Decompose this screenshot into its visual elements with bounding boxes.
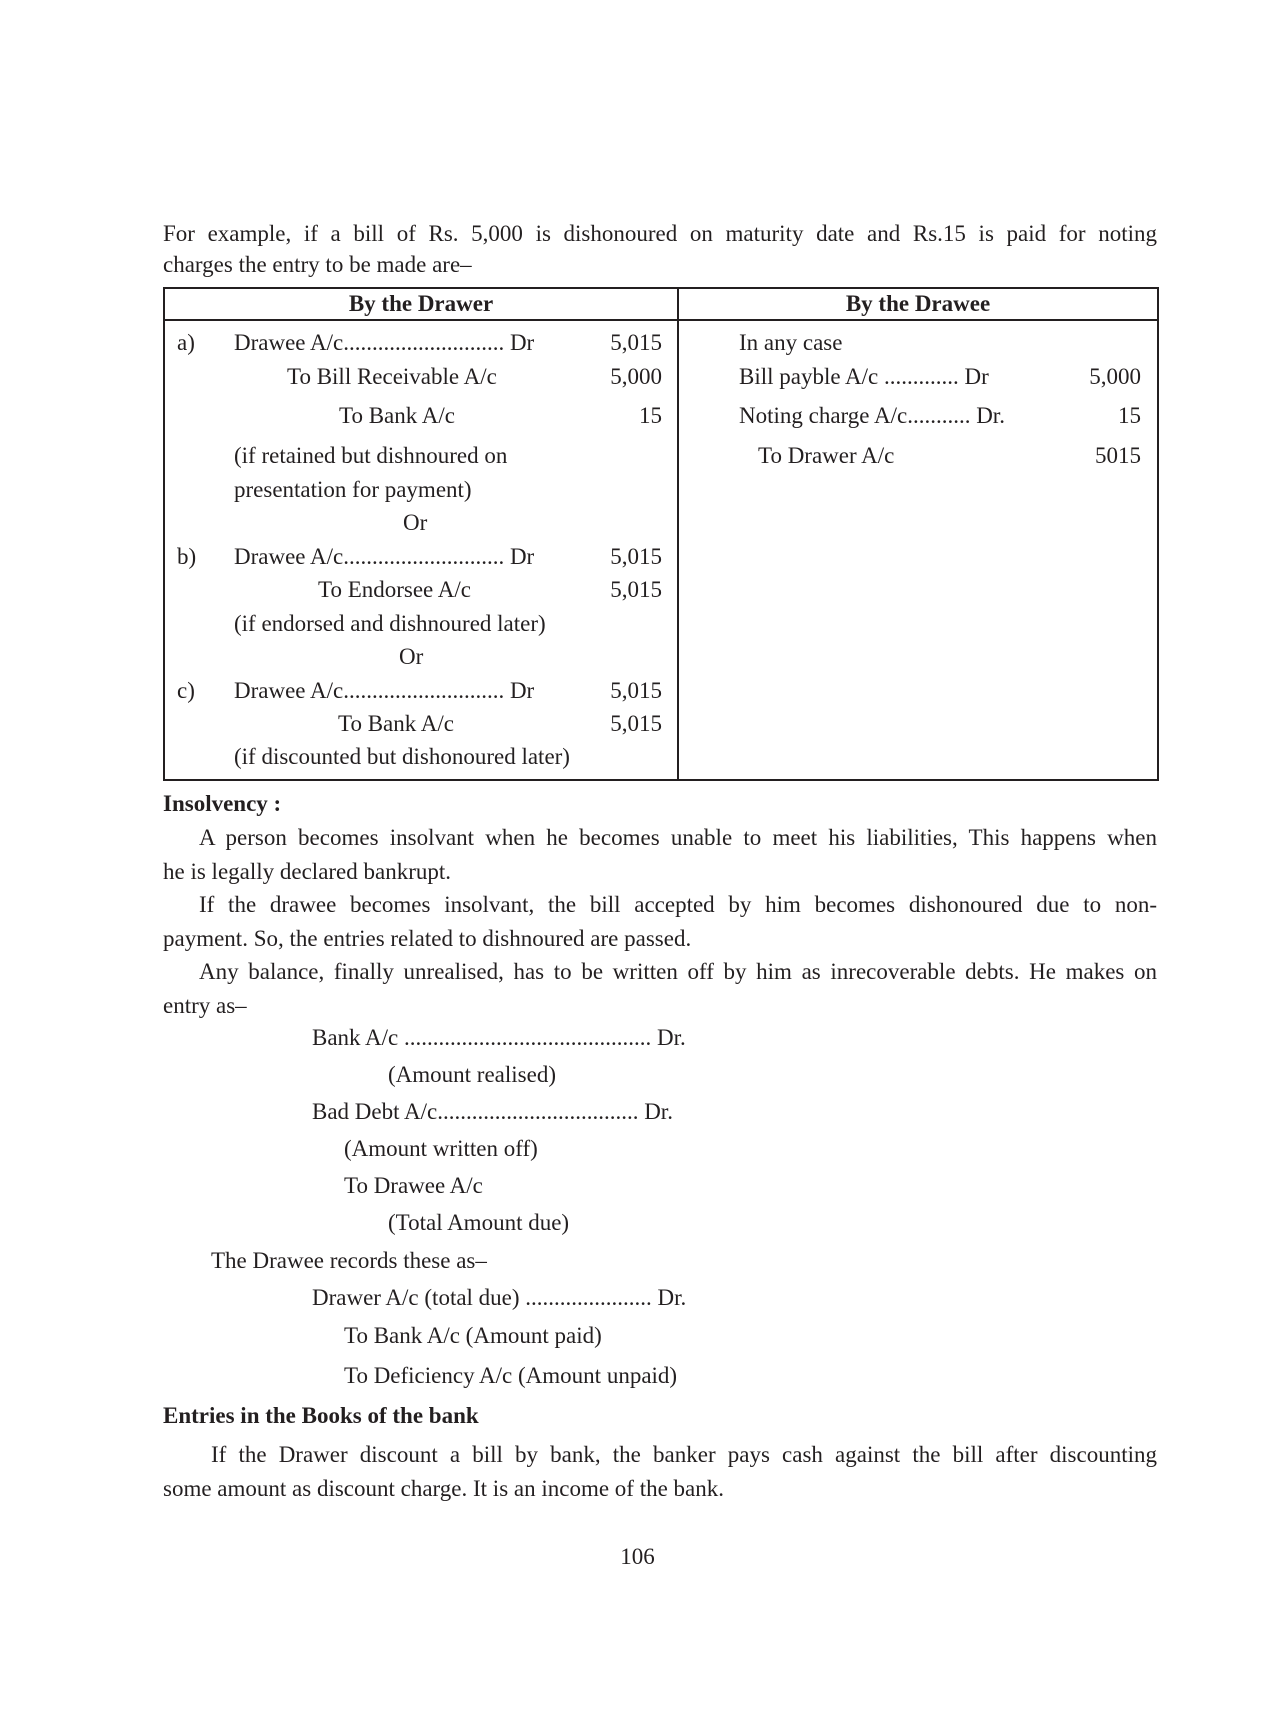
insolvency-para-2-line-2: payment. So, the entries related to dishnoured are passed. (163, 926, 692, 951)
insolvency-heading: Insolvency : (163, 791, 282, 816)
journal-entry-to-drawee: To Drawee A/c (344, 1173, 483, 1198)
entry-a-note-2: presentation for payment) (234, 477, 472, 502)
drawee-credit: To Drawer A/c (758, 443, 895, 468)
entry-b-debit: Drawee A/c............................ Dr (234, 544, 535, 569)
journal-entry-to-deficiency: To Deficiency A/c (Amount unpaid) (344, 1363, 678, 1388)
entry-c-credit-amount: 5,015 (610, 711, 662, 736)
entry-a-credit-2-amount: 15 (639, 403, 662, 428)
drawee-debit-1-amount: 5,000 (1089, 364, 1141, 389)
bank-heading: Entries in the Books of the bank (163, 1403, 479, 1428)
insolvency-para-1-line-2: he is legally declared bankrupt. (163, 859, 452, 884)
insolvency-para-3-line-2: entry as– (163, 993, 247, 1018)
table-column-divider (677, 287, 679, 779)
drawee-records-intro: The Drawee records these as– (211, 1248, 487, 1273)
insolvency-para-1-line-1: A person becomes insolvant when he becomes unable to meet his liabilities, This happens when (199, 825, 1157, 850)
entry-c-debit: Drawee A/c............................ Dr (234, 678, 535, 703)
drawee-credit-amount: 5015 (1095, 443, 1141, 468)
drawee-debit-2: Noting charge A/c........... Dr. (739, 403, 1005, 428)
header-by-the-drawer: By the Drawer (348, 291, 494, 316)
or-separator-2: Or (399, 644, 424, 669)
entry-label-b: b) (177, 544, 197, 569)
table-frame (163, 287, 1159, 781)
insolvency-para-3-line-1: Any balance, finally unrealised, has to be written off by him as inrecoverable debts. He makes on (199, 959, 1157, 984)
entry-a-note-1: (if retained but dishnoured on (234, 443, 508, 468)
journal-entry-bad-debt-note: (Amount written off) (344, 1136, 538, 1161)
table-header-divider (163, 319, 1159, 321)
entry-a-credit-1-amount: 5,000 (610, 364, 662, 389)
journal-entry-to-drawee-note: (Total Amount due) (388, 1210, 570, 1235)
page-number: 106 (620, 1544, 655, 1569)
or-separator-1: Or (403, 510, 428, 535)
journal-entry-bad-debt: Bad Debt A/c................................... Dr. (312, 1099, 673, 1124)
drawee-case-label: In any case (739, 330, 843, 355)
entry-a-credit-1: To Bill Receivable A/c (287, 364, 497, 389)
insolvency-para-2-line-1: If the drawee becomes insolvant, the bill accepted by him becomes dishonoured due to non- (199, 892, 1157, 917)
entry-b-credit-amount: 5,015 (610, 577, 662, 602)
intro-line-1: For example, if a bill of Rs. 5,000 is dishonoured on maturity date and Rs.15 is paid for noting (163, 221, 1157, 246)
drawee-debit-2-amount: 15 (1118, 403, 1141, 428)
bank-para-line-1: If the Drawer discount a bill by bank, the banker pays cash against the bill after discounting (211, 1442, 1157, 1467)
entry-c-credit: To Bank A/c (338, 711, 454, 736)
entry-a-credit-2: To Bank A/c (339, 403, 455, 428)
journal-entry-to-bank: To Bank A/c (Amount paid) (344, 1323, 602, 1348)
entry-a-debit: Drawee A/c............................ Dr (234, 330, 535, 355)
journal-entry-bank-note: (Amount realised) (388, 1062, 556, 1087)
header-by-the-drawee: By the Drawee (845, 291, 991, 316)
entry-b-note: (if endorsed and dishnoured later) (234, 611, 546, 636)
entry-label-c: c) (177, 678, 195, 703)
entry-b-debit-amount: 5,015 (610, 544, 662, 569)
intro-line-2: charges the entry to be made are– (163, 252, 472, 277)
entry-a-debit-amount: 5,015 (610, 330, 662, 355)
journal-entry-bank: Bank A/c ........................................... Dr. (312, 1025, 686, 1050)
entry-c-debit-amount: 5,015 (610, 678, 662, 703)
drawee-debit-1: Bill payble A/c ............. Dr (739, 364, 989, 389)
entry-c-note: (if discounted but dishonoured later) (234, 744, 570, 769)
entry-b-credit: To Endorsee A/c (318, 577, 471, 602)
entry-label-a: a) (177, 330, 195, 355)
bank-para-line-2: some amount as discount charge. It is an income of the bank. (163, 1476, 725, 1501)
journal-entry-drawer: Drawer A/c (total due) ...................... Dr. (312, 1285, 687, 1310)
